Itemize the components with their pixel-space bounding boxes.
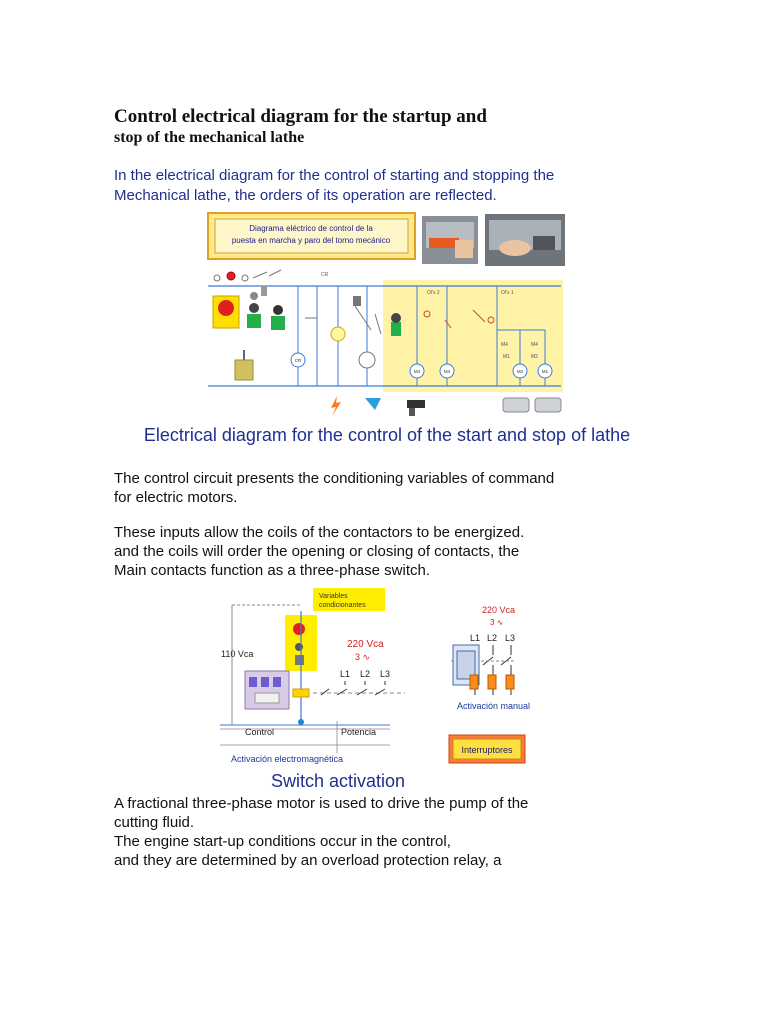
manual-activation-label: Activación manual [457, 701, 531, 711]
variables-label-line2: condicionantes [319, 602, 366, 609]
lamp-icon [359, 352, 375, 368]
phase-right-label: 3 ∿ [490, 618, 504, 627]
figure-caption-switch-activation: Switch activation [271, 771, 406, 791]
interruptores-label: Interruptores [461, 745, 513, 755]
intro-line: Mechanical lathe, the orders of its operation are reflected. [114, 187, 497, 204]
lamp-output-icon [365, 398, 381, 410]
contactor-icon [245, 671, 289, 709]
motor-m1-label: M1 [541, 369, 549, 374]
paragraph-line: and the coils will order the opening or closing of contacts, the [114, 543, 520, 560]
top-switches [214, 270, 281, 281]
coil-icon [293, 689, 309, 697]
paragraph-line: A fractional three-phase motor is used to drive the pump of the [114, 795, 529, 812]
paragraph-line: for electric motors. [114, 489, 238, 506]
limit-switch-icon [235, 350, 253, 380]
control-label: Control [245, 727, 275, 737]
tag-ofs1: Ol's 1 [501, 290, 514, 296]
paragraph-control-circuit [114, 469, 674, 507]
spark-icon [331, 396, 341, 416]
l1-right-label: L1 [470, 633, 481, 643]
l3-right-label: L3 [505, 633, 516, 643]
tag-m4b: M4 [531, 342, 538, 348]
electrical-diagram-figure [205, 210, 570, 422]
diagram-title-line2: puesta en marcha y paro del torno mecánico [231, 236, 391, 245]
coolant-pump-icon [407, 400, 425, 416]
paragraph-pump-motor [114, 794, 674, 870]
paragraph-line: The control circuit presents the conditioning variables of command [114, 470, 555, 487]
tag-ofs2: Ol's 2 [427, 290, 440, 296]
paragraph-contactors [114, 523, 674, 580]
lamp-icon [331, 327, 345, 341]
voltage-control-label: 110 Vca [221, 649, 254, 659]
paragraph-line: Main contacts function as a three-phase switch. [114, 562, 430, 579]
l1-label: L1 [340, 669, 351, 679]
tag-m4a: M4 [501, 342, 508, 348]
intro-line: In the electrical diagram for the control of starting and stopping the [114, 167, 555, 184]
coil-m4-label: M4 [443, 369, 451, 374]
coil-m3-label: M3 [413, 369, 421, 374]
switch-activation-figure [215, 585, 565, 770]
lathe-photo-1 [422, 216, 478, 264]
l2-right-label: L2 [487, 633, 498, 643]
tag-m1: M1 [503, 354, 510, 360]
paragraph-line: and they are determined by an overload protection relay, a [114, 852, 502, 869]
l2-label: L2 [360, 669, 371, 679]
paragraph-line: The engine start-up conditions occur in the control, [114, 833, 451, 850]
voltage-power-label: 220 Vca [347, 639, 384, 650]
emergency-stop-icon [213, 296, 239, 328]
variables-label-line1: Variables [319, 593, 348, 600]
l3-label: L3 [380, 669, 391, 679]
power-section-panel [383, 280, 563, 392]
tag-cr: CR [321, 272, 329, 278]
paragraph-line: cutting fluid. [114, 814, 195, 831]
fuse-icon [470, 675, 514, 689]
tag-m2: M2 [531, 354, 538, 360]
document-title-line1: Control electrical diagram for the startup and [114, 106, 487, 127]
motor-icon [503, 398, 561, 412]
document-title-line2: stop of the mechanical lathe [114, 129, 305, 146]
potencia-label: Potencia [341, 727, 377, 737]
phase-label: 3 ∿ [355, 652, 371, 662]
paragraph-line: These inputs allow the coils of the contactors to be energized. [114, 524, 525, 541]
lathe-photo-2 [485, 214, 565, 266]
motor-m2-label: M2 [516, 369, 524, 374]
figure-caption-electrical-diagram: Electrical diagram for the control of the start and stop of lathe [143, 425, 631, 445]
voltage-right-label: 220 Vca [482, 605, 516, 615]
activation-em-label: Activación electromagnética [231, 754, 344, 764]
diagram-title-line1: Diagrama eléctrico de control de la [249, 224, 373, 233]
pushbutton-green-icon [247, 292, 285, 330]
coil-cr-label: CR [294, 358, 302, 363]
intro-paragraph [114, 166, 654, 206]
